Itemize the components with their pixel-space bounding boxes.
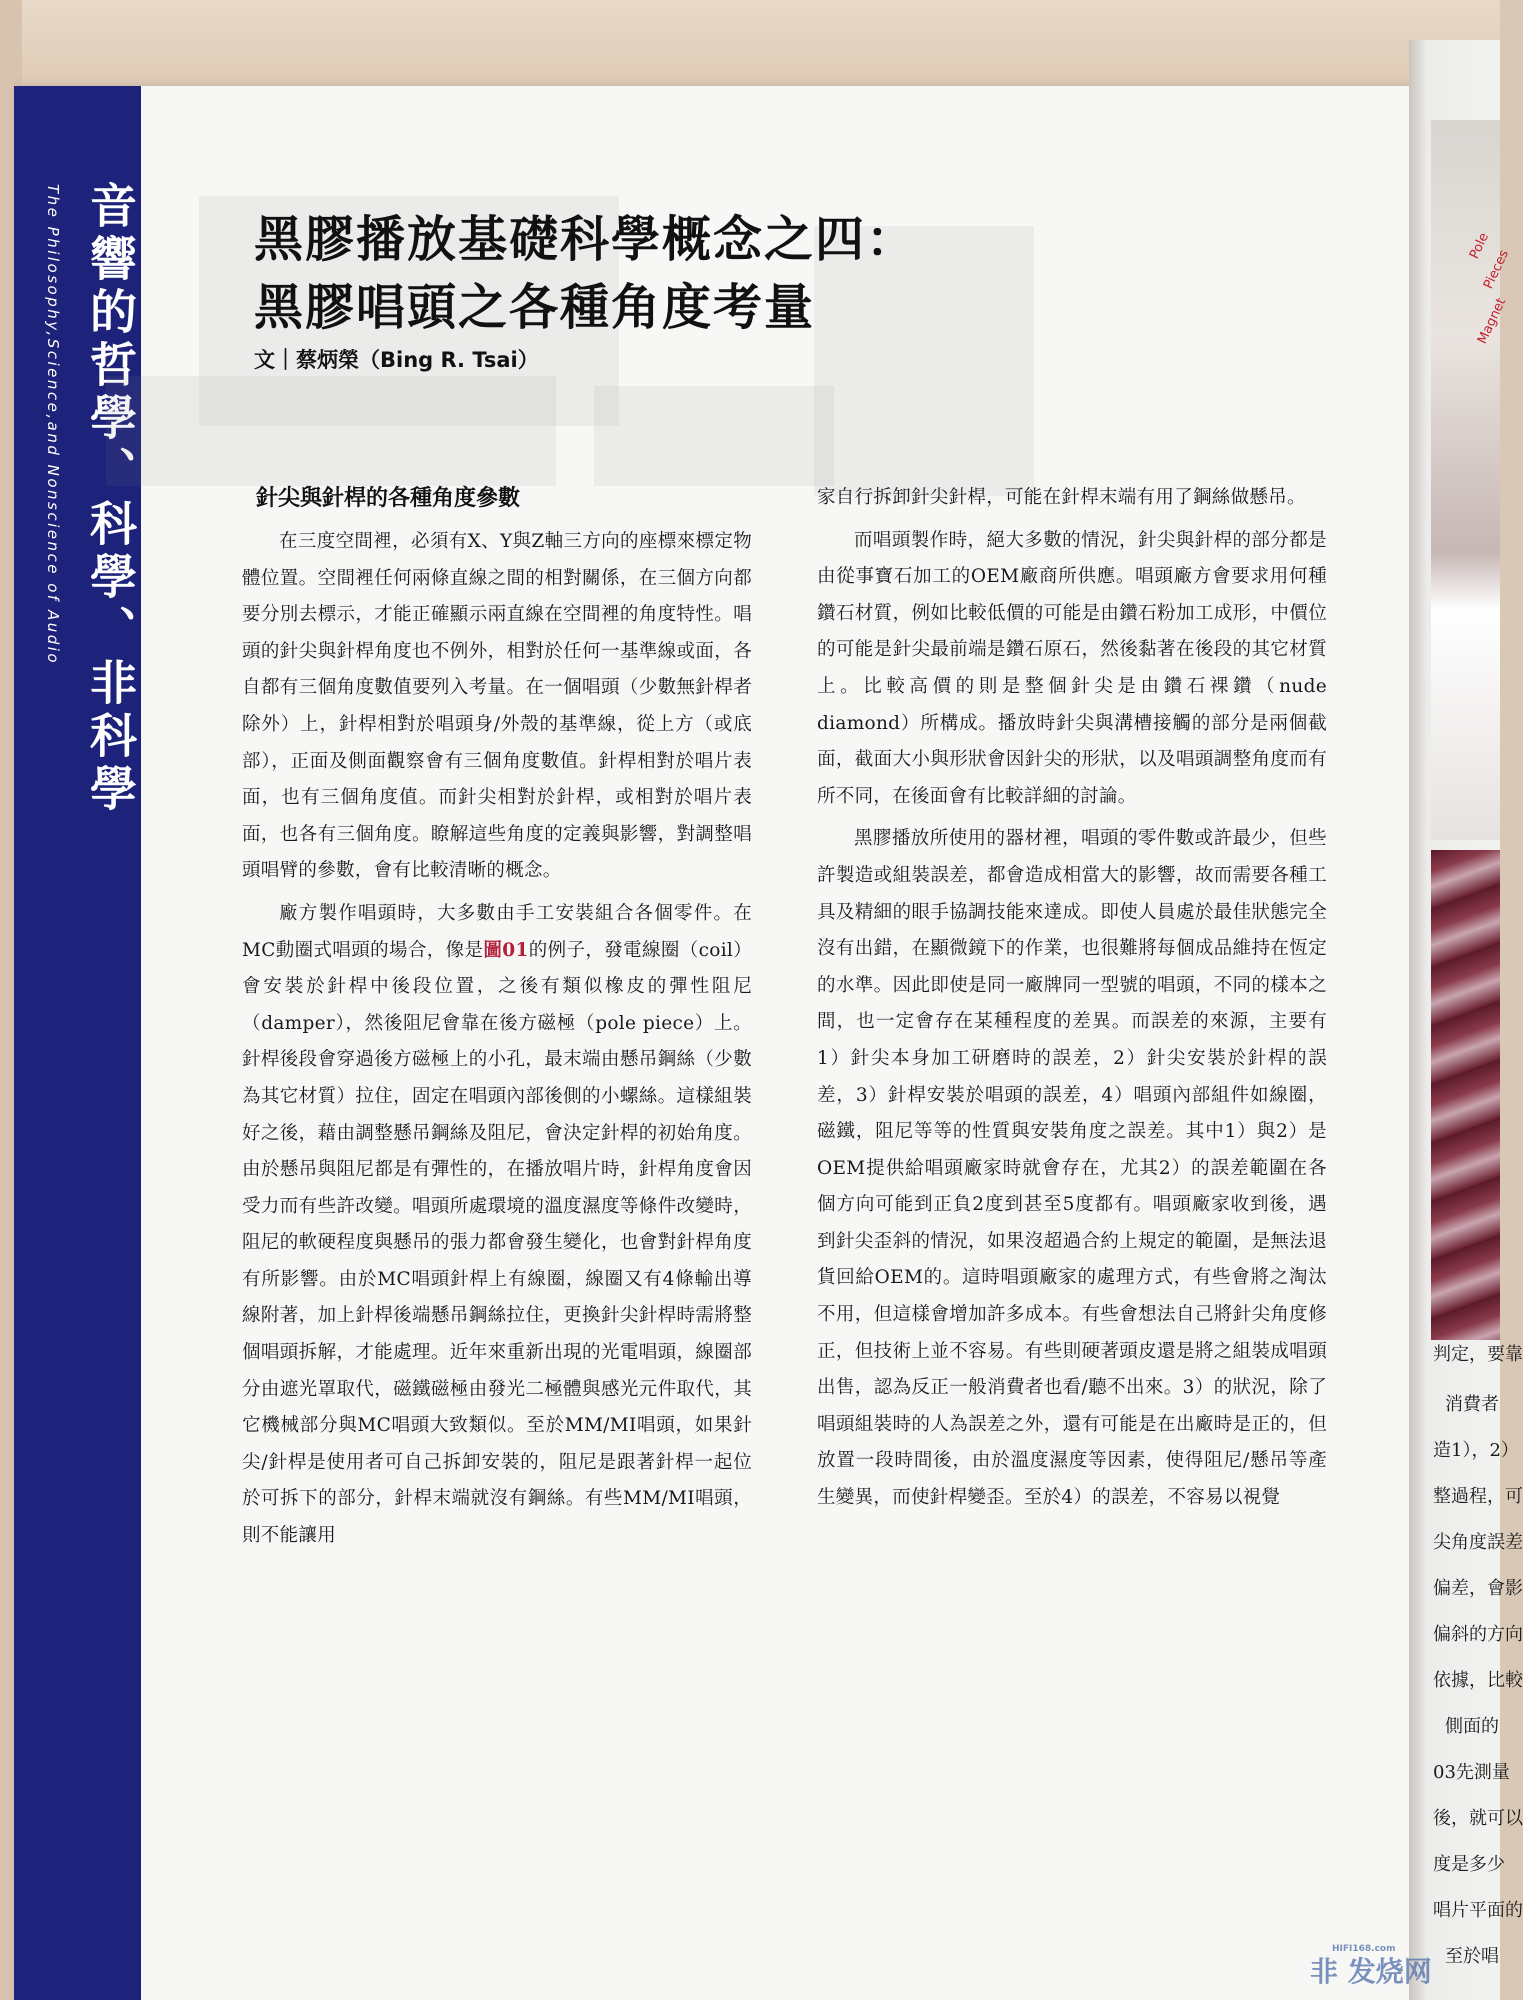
- watermark-glyph: 非: [1310, 1955, 1339, 1988]
- spine-subtitle: The Philosophy,Science,and Nonscience of Audio: [44, 184, 62, 666]
- adjacent-page-text: 側面的: [1445, 1716, 1499, 1737]
- adjacent-page-text: 造1），2）: [1433, 1440, 1519, 1461]
- adjacent-page-text: 偏差，會影: [1433, 1578, 1523, 1599]
- article-header: [254, 206, 994, 374]
- adjacent-page-text: 度是多少: [1433, 1854, 1505, 1875]
- adjacent-page-text: 偏斜的方向: [1433, 1624, 1523, 1645]
- paragraph-text: 廠方製作唱頭時，大多數由手工安裝組合各個零件。在MC動圈式唱頭的場合，像是: [242, 902, 752, 961]
- adjacent-page-text: 03先測量: [1433, 1762, 1510, 1783]
- body-paragraph: 黑膠播放所使用的器材裡，唱頭的零件數或許最少，但些許製造或組裝誤差，都會造成相當大的影響，故而需要各種工具及精細的眼手協調技能來達成。即使人員處於最佳狀態完全沒有出錯，在顯微鏡下的作業，也很難將每個成品維持在恆定的水準。因此即使是同一廠牌同一型號的唱頭，不同的樣本之間，也一定會存在某種程度的差異。而誤差的來源，主要有1）針尖本身加工研磨時的誤差，2）針尖安裝於針桿的誤差，3）針桿安裝於唱頭的誤差，4）唱頭內部組件如線圈，磁鐵，阻尼等等的性質與安裝角度之誤差。其中1）與2）是OEM提供給唱頭廠家時就會存在，尤其2）的誤差範圍在各個方向可能到正負2度到甚至5度都有。唱頭廠家收到後，遇到針尖歪斜的情況，如果沒超過合約上規定的範圍，是無法退貨回給OEM的。這時唱頭廠家的處理方式，有些會將之淘汰不用，但這樣會增加許多成本。有些會想法自己將針尖角度修正，但技術上並不容易。有些則硬著頭皮還是將之組裝成唱頭出售，認為反正一般消費者也看/聽不出來。3）的狀況，除了唱頭組裝時的人為誤差之外，還有可能是在出廠時是正的，但放置一段時間後，由於溫度濕度等因素，使得阻尼/懸吊等產生變異，而使針桿變歪。至於4）的誤差，不容易以視覺: [817, 828, 1327, 1509]
- article-title-line1: 黑膠播放基礎科學概念之四：: [254, 211, 918, 268]
- spine-title: 音響的哲學、科學、非科學: [82, 181, 137, 817]
- body-paragraph: 在三度空間裡，必須有X、Y與Z軸三方向的座標來標定物體位置。空間裡任何兩條直線之間的相對關係，在三個方向都要分別去標示，才能正確顯示兩直線在空間裡的角度特性。唱頭的針尖與針桿角度也不例外，相對於任何一基準線或面，各自都有三個角度數值要列入考量。在一個唱頭（少數無針桿者除外）上，針桿相對於唱頭身/外殼的基準線，從上方（或底部），正面及側面觀察會有三個角度數值。針桿相對於唱片表面，也有三個角度值。而針尖相對於針桿，或相對於唱片表面，也各有三個角度。瞭解這些角度的定義與影響，對調整唱頭唱臂的參數，會有比較清晰的概念。: [242, 531, 752, 882]
- adjacent-page-text: 尖角度誤差: [1433, 1532, 1523, 1553]
- body-paragraph: 家自行拆卸針尖針桿，可能在針桿末端有用了鋼絲做懸吊。: [817, 487, 1306, 508]
- show-through-block: [594, 386, 834, 486]
- site-watermark: [1310, 1944, 1432, 1990]
- body-paragraph: 而唱頭製作時，絕大多數的情況，針尖與針桿的部分都是由從事寶石加工的OEM廠商所供應。唱頭廠方會要求用何種鑽石材質，例如比較低價的可能是由鑽石粉加工成形，中價位的可能是針尖最前端是鑽石原石，然後黏著在後段的其它材質上。比較高價的則是整個針尖是由鑽石裸鑽（nude diamond）所構成。播放時針尖與溝槽接觸的部分是兩個截面，截面大小與形狀會因針尖的形狀，以及唱頭調整角度而有所不同，在後面會有比較詳細的討論。: [817, 529, 1327, 807]
- adjacent-page-text: 後，就可以: [1433, 1808, 1523, 1829]
- adjacent-page-text: 依據，比較: [1433, 1670, 1523, 1691]
- article-byline: 文｜蔡炳榮（Bing R. Tsai）: [254, 348, 539, 372]
- article-title-line2: 黑膠唱頭之各種角度考量: [254, 279, 816, 336]
- photo-label: Pieces: [1481, 247, 1512, 292]
- photo-label: Magnet: [1475, 295, 1510, 347]
- adjacent-page-text: 判定，要靠: [1433, 1344, 1523, 1365]
- figure-reference: 圖01: [483, 939, 529, 961]
- section-spine: [14, 86, 141, 2000]
- cartridge-photo: [1431, 120, 1500, 840]
- adjacent-page: [1409, 40, 1523, 2000]
- watermark-site-url: HIFI168.com: [1332, 1944, 1396, 1954]
- paragraph-text: 的例子，發電線圈（coil）會安裝於針桿中後段位置，之後有類似橡皮的彈性阻尼（damper），然後阻尼會靠在後方磁極（pole piece）上。針桿後段會穿過後方磁極上的小孔，最末端由懸吊鋼絲（少數為其它材質）拉住，固定在唱頭內部後側的小螺絲。這樣組裝好之後，藉由調整懸吊鋼絲及阻尼，會決定針桿的初始角度。由於懸吊與阻尼都是有彈性的，在播放唱片時，針桿角度會因受力而有些許改變。唱頭所處環境的溫度濕度等條件改變時，阻尼的軟硬程度與懸吊的張力都會發生變化，也會對針桿角度有所影響。由於MC唱頭針桿上有線圈，線圈又有4條輸出導線附著，加上針桿後端懸吊鋼絲拉住，更換針尖針桿時需將整個唱頭拆解，才能處理。近年來重新出現的光電唱頭，線圈部分由遮光罩取代，磁鐵磁極由發光二極體與感光元件取代，其它機械部分與MC唱頭大致類似。至於MM/MI唱頭，如果針尖/針桿是使用者可自己拆卸安裝的，阻尼是跟著針桿一起位於可拆下的部分，針桿末端就沒有鋼絲。有些MM/MI唱頭，則不能讓用: [242, 939, 752, 1547]
- adjacent-page-text: 唱片平面的: [1433, 1900, 1523, 1921]
- adjacent-page-text: 消費者: [1445, 1394, 1499, 1415]
- show-through-block: [106, 376, 556, 486]
- section-heading: 針尖與針桿的各種角度參數: [256, 486, 521, 511]
- watermark-site-name: 发烧网: [1347, 1955, 1432, 1988]
- left-column: [242, 480, 752, 1561]
- body-paragraph: [242, 896, 752, 1555]
- adjacent-page-text: 整過程，可: [1433, 1486, 1523, 1507]
- adjacent-page-text: 至於唱: [1445, 1946, 1499, 1967]
- cartridge-closeup-photo: [1431, 850, 1500, 1340]
- right-column: [817, 480, 1327, 1523]
- photo-label: Pole: [1467, 230, 1492, 262]
